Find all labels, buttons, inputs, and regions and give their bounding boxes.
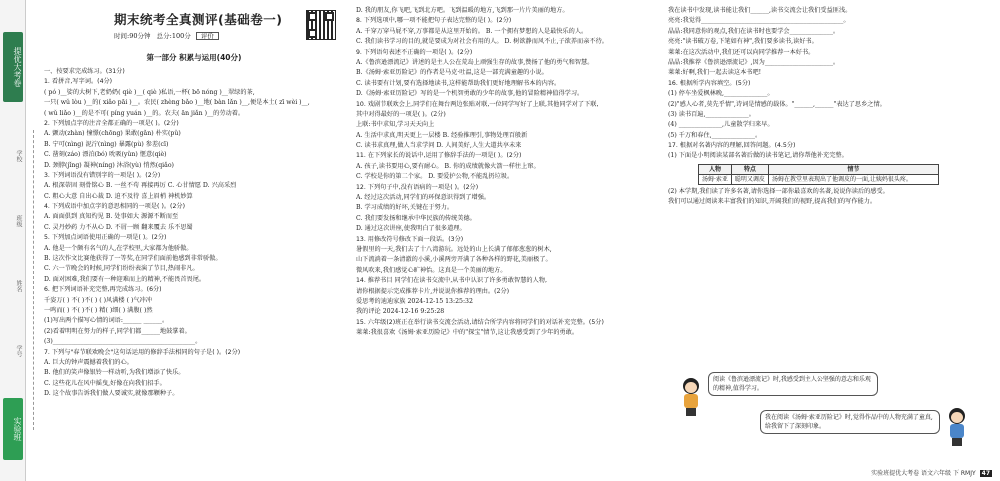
text-line: A. 孩子,读书要用心,要有耐心。 B. 你的成绩就像火箭一样往上窜。 [356, 162, 540, 170]
grade-box: 评价 [196, 32, 219, 40]
text-line: 4. 下列成语中加点字的意思相同的一项是( )。(2分) [44, 203, 185, 211]
text-line: 一鸣而( ) 不( )不( ) 精( )细( ) 满腹( )然 [44, 306, 153, 314]
text-line: 一、按要求完成练习。(31分) [44, 68, 125, 75]
text-line: 7. 下列与"春节联欢晚会"这句话运用的修辞手法相同的句子是( )。(2分) [44, 348, 241, 356]
text-line: C. 读书求真理,做人当求学问 D. 人间美好,人生大道共享未来 [356, 142, 522, 150]
text-line: 2. 下列加点字的注音全都正确的一项是( )。(2分) [44, 119, 179, 127]
text-line: 莱莱:我很喜欢《汤姆·索亚历险记》中的"探宝"情节,这让我感受到了少年的勇敢。 [356, 329, 579, 337]
table-cell-plot: 汤姆在教堂里表现出了他调皮的一面,让姨妈很头疼。 [768, 174, 938, 184]
text-line: (3)______________________________________________。 [44, 338, 202, 346]
text-line: 我的评论 2024-12-16 9:25:28 [356, 308, 445, 316]
text-line: 晶晶:我同意你的观点,我们在读书时也要学会______________。 [668, 27, 840, 35]
text-line: 9. 下列语句表述不正确的一项是( )。(2分) [356, 48, 473, 56]
text-line: (3) 读书百遍,______________。 [668, 110, 755, 118]
student-illustration-right [946, 408, 968, 446]
text-line: 莱莱:在这次活动中,我们还可以向同学推荐一本好书。 [668, 48, 815, 56]
text-line: 微风吹来,我们感觉心旷神怡。这真是一个美丽的地方。 [356, 266, 507, 274]
text-line: C. 灵丹妙药 力不从心 D. 不屑一顾 翻来覆去 乐不思蜀 [44, 223, 193, 231]
text-line: A. 根深蒂固 刻骨铭心 B. 一丝不苟 再接再厉 C. 心甘情愿 D. 兴高采烈 [44, 182, 237, 190]
field-number-label: 学号 [15, 345, 22, 357]
text-line: C. 我们读书学习的目的,就是要成为对社会有用的人。 D. 树欲静而风不止,子欲养而亲不待。 [356, 38, 608, 46]
text-line: D. 面对困难,我们要有一种迎难而上的精神,不能畏首畏尾。 [44, 275, 206, 283]
text-line: D. 这个故事告诉我们做人要诚实,就像那颗种子。 [44, 390, 179, 398]
student-illustration-left [680, 378, 702, 416]
text-line: A. 颤动(zhàn) 憧憬(chōng) 果敢(gǎn) 朴实(pǔ) [44, 130, 181, 138]
page-footer [871, 468, 992, 477]
column-left-questions [44, 67, 344, 400]
text-line: 17. 根据对名著内容的理解,回答问题。(4.5分) [668, 142, 796, 150]
text-line: D. 通过这次讲座,使我明白了很多道理。 [356, 225, 466, 233]
text-line: (5) 千万和春住,______________。 [668, 131, 762, 139]
table-header-plot: 情节 [768, 164, 938, 174]
text-line: 千姿万( ) 不( )不( ) ( )风满楼 ( )气冲冲 [44, 296, 152, 304]
text-line: D. 颈脖(jǐng) 凝神(níng) 沐浴(yù) 悄然(qiǎo) [44, 161, 174, 169]
text-line: 5. 下列加点词语使用正确的一项是( )。(2分) [44, 234, 167, 242]
text-line: A. 他是一个颇有名气的人,在学校里,大家都为他骄傲。 [44, 244, 193, 252]
text-line: 上联:书中求知,学习天天向上 [356, 121, 435, 129]
page-number: 47 [981, 470, 990, 477]
text-line: C. 粗心大意 自出心裁 D. 迫不及待 喜上眉梢 神机妙算 [44, 192, 193, 200]
binding-dashed-line [33, 130, 34, 430]
text-line: A. 面面俱到 真知灼见 B. 处事如大 源源不断而至 [44, 213, 179, 221]
text-line: 一只( wǔ lòu )__的( xiǎo pāi )__。农民( zhèng bǎo )__地( bàn lǎn )__,便是本土( zī wèi )__, [44, 99, 310, 107]
footer-text: 实验班提优大考卷 语文六年级 下 RMJY [871, 470, 976, 477]
text-line: 我们可以通过阅读来丰富我们的知识,开阔我们的视野,提高我们的写作能力。 [668, 198, 877, 206]
text-line: 莱莱:好啊,我们一起去读这本书吧! [668, 69, 762, 77]
text-line: B. 宁可(nìng) 泥泞(nìng) 暴露(pù) 参差(cī) [44, 140, 169, 148]
text-line: (1) 下面是小明阅读某部名著后做的读书笔记,请你帮他补充完整。 [668, 152, 848, 160]
score-label: 总分:100分 [156, 32, 191, 40]
text-line: C. 学校是你的第二个家。 D. 要爱护公物,不能乱扔垃圾。 [356, 173, 514, 181]
text-line: A.《鲁滨逊漂流记》讲述的是主人公在荒岛上顽强生存的故事,赞扬了他的勇气和智慧。 [356, 58, 594, 66]
text-line: ( wǔ liǎo )__的是不可( píng yuán )__的。农夫( ān jiǎn )__的劳动着。 [44, 109, 245, 117]
text-line: 8. 下列选项中,哪一项不能把句子表达完整的是( )。(2分) [356, 17, 512, 25]
text-line: D.《汤姆·索亚历险记》写的是一个机智勇敢的少年的故事,他的冒险精神值得学习。 [356, 90, 584, 98]
qr-code-icon [306, 10, 336, 40]
field-class-label: 班级 [15, 215, 22, 227]
text-line: A. 巨大的钟声震撼着我们的心。 [44, 358, 133, 366]
text-line: 暑假里的一天,我们去了十八湾游玩。远处的山上长满了郁郁葱葱的树木, [356, 245, 552, 253]
column-middle [356, 0, 658, 481]
table-cell-trait: 聪明又调皮 [731, 174, 768, 184]
text-line: 12. 下列句子中,没有语病的一项是( )。(2分) [356, 183, 479, 191]
text-line: C. 六一节晚会的时候,同学们纷纷表演了节目,热闹非凡。 [44, 265, 199, 273]
text-line: ( pó )__娑的大树下,老奶奶( qiè )__( qiè )私语,一杯( bō nóng )__翠绿的茶, [44, 88, 255, 96]
text-line: 亮亮:"读书破万卷,下笔如有神",我们要多读书,读好书。 [668, 38, 818, 46]
brand-label-top: 提优大考卷 [3, 32, 23, 102]
text-line: 爱思考的迪迪家族 2024-12-15 13:25:32 [356, 297, 473, 305]
text-line: 山下流淌着一条清澈的小溪,小溪两旁开满了各种各样的野花,美丽极了。 [356, 256, 552, 264]
text-line: C. 这些花儿在风中摇曳,好像在向我们招手。 [44, 379, 166, 387]
text-line: C. 我们要发扬和继承中华民族的传统美德。 [356, 214, 476, 222]
table-header-trait: 特点 [731, 164, 768, 174]
exam-title: 期末统考全真测评(基础卷一) [114, 12, 283, 27]
text-line: 16. 根据所学内容填空。(5分) [668, 79, 751, 87]
text-line: 1. 看拼音,写字词。(4分) [44, 78, 113, 86]
text-line: 10. 戏剧节联欢会上,同学们在舞台两边张贴对联,一位同学写好了上联,其他同学对了下联, [356, 100, 599, 108]
text-line: B. 这次作文比赛他获得了一等奖,在同学们面前他感到非常骄傲。 [44, 255, 222, 263]
text-line: B.《汤姆·索亚历险记》的作者是马克·吐温,这是一部充满童趣的小说。 [356, 69, 548, 77]
text-line: 13. 用修改符号修改下面一段话。(3分) [356, 235, 464, 243]
text-line: 14. 推荐书目 同学们在读书交流中,从书中认识了许多勇敢智慧的人物, [356, 277, 547, 285]
text-line: A. 千穿万穿马屁不穿,万事都是从这里开始的。 B. 一个拥有梦想的人是最快乐的人。 [356, 27, 588, 35]
text-line: 15. 六年级(2)班正在举行读书交流会活动,请结合所学内容将同学们的对话补充完整。(5分) [356, 318, 604, 326]
part-one-title: 第一部分 积累与运用(40分) [146, 53, 242, 62]
reading-notes-table [698, 164, 939, 185]
table-header-person: 人物 [699, 164, 732, 174]
text-line: (1)写出两个描写心情的词语:______ ______。 [44, 317, 169, 325]
text-line: A. 生活中求真,明天更上一层楼 B. 经验推理引,事物处理百般新 [356, 131, 528, 139]
text-line: (4) ______________,儿童散学归来早。 [668, 121, 774, 129]
text-line: 3. 下列词语没有错别字的一项是( )。(2分) [44, 171, 161, 179]
text-line: 11. 在下列家长的说话中,运用了修辞手法的一项是( )。(2分) [356, 152, 522, 160]
text-line: 晶晶:我推荐《鲁滨逊漂流记》,因为______________________。 [668, 58, 840, 66]
field-name-label: 姓名 [15, 280, 22, 292]
column-middle-questions [356, 6, 658, 339]
text-line: 亮亮:我觉得______________________________________________。 [668, 17, 850, 25]
text-line: C. 凿刻(záo) 漂泊(bó) 吮吸(yǔn) 惬意(qiè) [44, 151, 167, 159]
text-line: (2) 本学期,我们读了许多名著,请你选择一部你最喜欢的名著,说说你读后的感受。 [668, 187, 889, 195]
text-line: 6. 把下列词语补充完整,再完成练习。(6分) [44, 286, 162, 294]
table-cell-person: 汤姆·索亚 [699, 174, 732, 184]
text-line: D. 我的朋友,你飞吧,飞到北方吧。飞到温暖的地方,飞到那一片片美丽的地方。 [356, 7, 569, 14]
speech-bubble-1: 阅读《鲁滨逊漂流记》时,我感受到主人公坚强的意志和乐观的精神,值得学习。 [708, 372, 878, 396]
column-right-more [668, 187, 994, 208]
text-line: B. 他们的笑声像银铃一样动听,为我们增添了快乐。 [44, 369, 185, 377]
text-line: (1) 停车坐爱枫林晚,______________。 [668, 90, 774, 98]
field-school-label: 学校 [15, 150, 22, 162]
binding-strip [0, 0, 26, 481]
text-line: (2)看着明明在努力的样子,同学们都______地鼓掌着。 [44, 327, 191, 335]
time-label: 时间:90分钟 [114, 32, 151, 40]
text-line: C. 读书要有计划,要有选择地读书,这样能帮助我们更好地理解书本的内容。 [356, 79, 561, 87]
text-line: 我在读书中发现,读书能让我们______,读书交流会让我们受益匪浅。 [668, 7, 852, 14]
text-line: 其中对得最好的一项是( )。(2分) [356, 110, 446, 118]
text-line: B. 学习成绩的好坏,关键在于努力。 [356, 204, 454, 212]
column-left [44, 0, 344, 481]
text-line: 请你根据提示完成推荐卡片,并说说你推荐的理由。(2分) [356, 287, 510, 295]
text-line: (2)"感人心者,莫先乎情",诗词是情感的载体。"______,______"表达了思乡之情。 [668, 100, 886, 108]
speech-bubble-2: 我在阅读《汤姆·索亚历险记》时,觉得作品中的人物充满了童真,给我留下了深刻印象。 [760, 410, 940, 434]
column-right-questions [668, 6, 994, 162]
brand-label-bottom: 实验班 [3, 398, 23, 460]
text-line: A. 经过这次活动,同学们的环保意识得到了增强。 [356, 194, 491, 202]
